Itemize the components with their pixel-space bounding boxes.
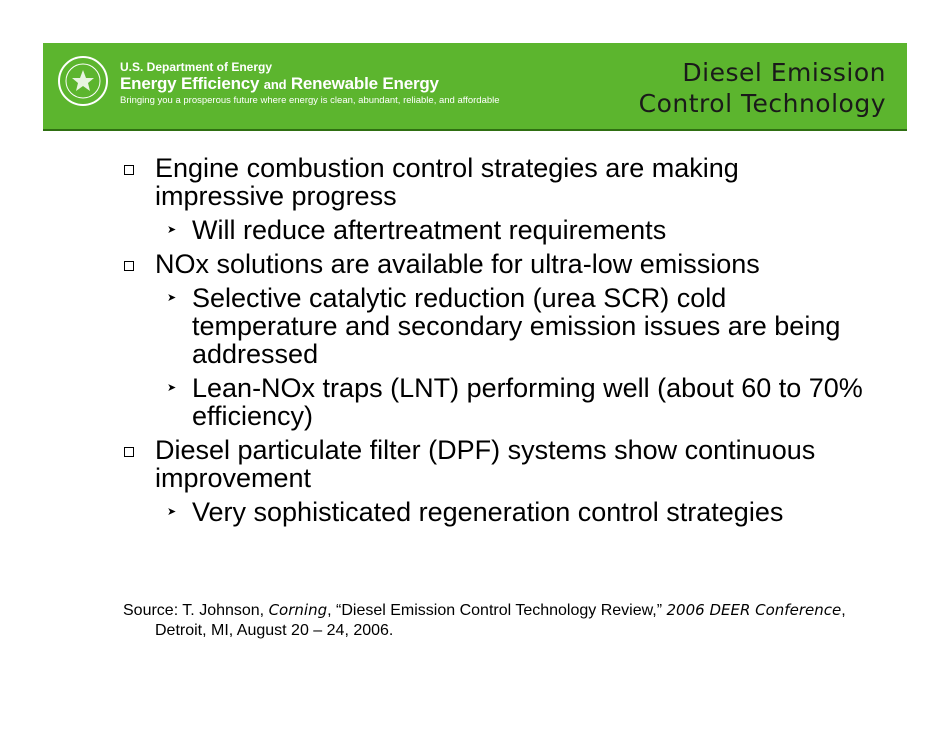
checkbox-bullet-icon — [124, 261, 134, 271]
sub-bullet-item: ➤ Selective catalytic reduction (urea SCR) cold temperature and secondary emission issues are being addressed — [167, 283, 841, 369]
checkbox-bullet-icon — [124, 165, 134, 175]
slide-title — [639, 57, 886, 119]
checkbox-bullet-icon — [124, 447, 134, 457]
sub-bullet-item: ➤ Will reduce aftertreatment requirements — [167, 215, 667, 245]
header-divider — [43, 129, 907, 131]
arrow-bullet-icon: ➤ — [167, 224, 177, 236]
arrow-bullet-icon: ➤ — [167, 506, 177, 518]
arrow-bullet-icon: ➤ — [167, 292, 177, 304]
tagline: Bringing you a prosperous future where energy is clean, abundant, reliable, and affordable — [120, 95, 500, 106]
source-conference: 2006 DEER Conference — [666, 601, 842, 619]
source-citation: Source: T. Johnson, Corning, “Diesel Emission Control Technology Review,” 2006 DEER Conference, Detroit, MI, August 20 – 24, 2006. — [123, 601, 846, 639]
bullet-item: Engine combustion control strategies are making impressive progress — [123, 154, 863, 210]
bullet-item: Diesel particulate filter (DPF) systems show continuous improvement — [123, 436, 863, 492]
source-company: Corning — [268, 601, 328, 619]
office-name: Energy Efficiency and Renewable Energy — [120, 74, 439, 93]
sub-bullet-item: ➤ Very sophisticated regeneration control strategies — [167, 497, 784, 527]
title-line-2: Control Technology — [638, 89, 886, 118]
bullet-item: NOx solutions are available for ultra-low emissions — [123, 250, 863, 278]
bullet-list — [123, 154, 863, 526]
department-name: U.S. Department of Energy — [120, 60, 273, 74]
title-line-1: Diesel Emission — [682, 58, 886, 87]
arrow-bullet-icon: ➤ — [167, 382, 177, 394]
org-block — [120, 60, 500, 106]
sub-bullet-item: ➤ Lean-NOx traps (LNT) performing well (about 60 to 70% efficiency) — [167, 373, 863, 431]
doe-seal-icon — [58, 56, 108, 106]
